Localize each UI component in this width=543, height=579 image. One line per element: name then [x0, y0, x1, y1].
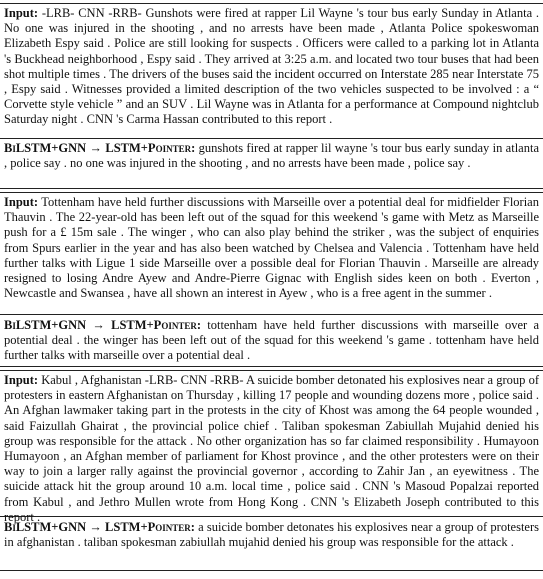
example-2-input — [0, 195, 543, 301]
example-3-input — [0, 373, 543, 525]
model-label: BiLSTM+GNN → LSTM+Pointer: — [4, 520, 195, 534]
row-divider-rule — [0, 192, 543, 193]
model-label: BiLSTM+GNN → LSTM+Pointer: — [4, 141, 196, 155]
input-label: Input: — [4, 195, 39, 209]
table-top-rule — [0, 3, 543, 4]
input-text: Kabul , Afghanistan -LRB- CNN -RRB- A suicide bomber detonated his explosives near a group of protesters in eastern Afghanistan on Thursday , killing 17 people and wounding dozens more , police said . An Afghan lawmaker taking part in the protests in the city of Khost was among the 64 people wounded , said Faizullah Ghairat , the provincial police chief . Taliban spokesman Zabiullah Mujahid denied his group was responsible for the attack . No other organization has so far claimed responsibility . Humayoon Humayoon , an Afghan member of parliament for Khost province , and the other protesters were on their way to join a larger rally against the provincial governor , according to Zahir Jan , an eyewitness . The suicide attack hit the group around 10 a.m. local time , police said . CNN 's Masoud Popalzai reported from Kabul , and Jethro Mullen wrote from Hong Kong . CNN 's Elizabeth Joseph contributed to this report . — [4, 373, 540, 524]
example-2-output — [0, 318, 543, 364]
row-divider-rule — [0, 370, 543, 371]
row-divider-rule — [0, 188, 543, 189]
example-3-output — [0, 520, 543, 550]
row-divider-rule — [0, 314, 543, 315]
summary-text: tottenham have held further discussions with marseille over a potential deal . the winger has been left out of the squad for this weekend 's game . tottenham have held further talks with marseille over a potential deal . — [4, 318, 539, 363]
example-1-input — [0, 6, 543, 128]
summary-text: a suicide bomber detonates his explosives near a group of protesters in afghanistan . taliban spokesman zabiullah mujahid denied his group was responsible for the attack . — [4, 520, 540, 550]
example-1-output — [0, 141, 543, 171]
row-divider-rule — [0, 138, 543, 139]
input-label: Input: — [4, 6, 39, 20]
input-label: Input: — [4, 373, 39, 387]
model-label: BiLSTM+GNN → LSTM+Pointer: — [4, 318, 201, 332]
input-text: -LRB- CNN -RRB- Gunshots were fired at rapper Lil Wayne 's tour bus early Sunday in Atlanta . No one was injured in the shooting , and no arrests have been made , Atlanta Police spokeswoman Elizabeth Espy said . Police are still looking for suspects . Officers were called to a parking lot in Atlanta 's Buckhead neighborhood , Espy said . They arrived at 3:25 a.m. and located two tour buses that had been shot multiple times . The drivers of the buses said the incident occurred on Interstate 285 near Interstate 75 , Espy said . Witnesses provided a limited description of the two vehicles suspected to be involved : a “ Corvette style vehicle ” and an SUV . Lil Wayne was in Atlanta for a performance at Compound nightclub Saturday night . CNN 's Carma Hassan contributed to this report . — [4, 6, 539, 127]
summary-text: gunshots fired at rapper lil wayne 's tour bus early sunday in atlanta , police say . no one was injured in the shooting , and no arrests have been made , police say . — [4, 141, 539, 171]
table-bottom-rule — [0, 570, 543, 571]
row-divider-rule — [0, 366, 543, 367]
input-text: Tottenham have held further discussions with Marseille over a potential deal for midfielder Florian Thauvin . The 22-year-old has been left out of the squad for this weekend 's game with Metz as Marseille push for a £ 15m sale . The winger , who can also play behind the striker , was the subject of enquiries from Spurs earlier in the year and has also been watched by Chelsea and Valencia . Tottenham have held further talks with Ligue 1 side Marseille over a possible deal for Florian Thauvin . Marseille are already resigned to losing Andre Ayew and Andre-Pierre Gignac with English sides keen on both . Everton , Newcastle and Swansea , have all shown an interest in Ayew , who is a free agent in the summer . — [4, 195, 539, 301]
